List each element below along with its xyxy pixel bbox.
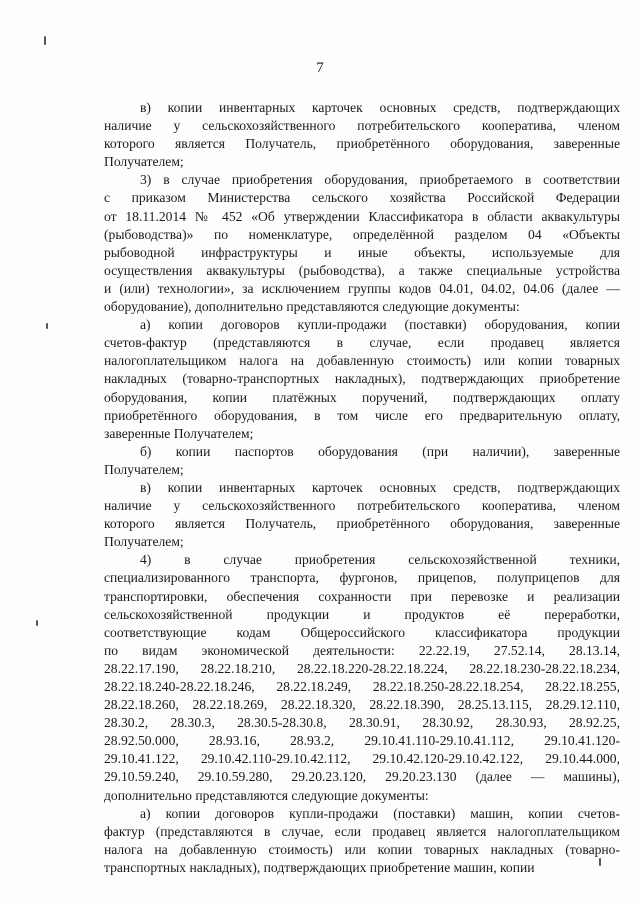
- text-line: (рыбоводства)» по номенклатуре, определённой разделом 04 «Объекты: [104, 226, 620, 242]
- scan-mark: [46, 323, 48, 329]
- text-line: наличие у сельскохозяйственного потребительского кооператива, членом: [104, 118, 620, 134]
- paragraph: [104, 805, 620, 877]
- text-line: приобретённого оборудования, в том числе его предварительную оплату,: [104, 407, 620, 423]
- scan-mark: [36, 620, 38, 626]
- text-line: по видам экономической деятельности: 22.22.19, 27.52.14, 28.13.14,: [104, 642, 620, 658]
- text-line: б) копии паспортов оборудования (при наличии), заверенные: [140, 443, 620, 459]
- text-line: Получателем;: [104, 534, 184, 550]
- text-line: Получателем;: [104, 154, 184, 170]
- text-line: которого является Получатель, приобретённого оборудования, заверенные: [104, 516, 620, 532]
- text-line: 28.22.17.190, 28.22.18.210, 28.22.18.220-28.22.18.224, 28.22.18.230-28.22.18.234,: [104, 660, 620, 676]
- text-line: 29.10.41.122, 29.10.42.110-29.10.42.112, 29.10.42.120-29.10.42.122, 29.10.44.000,: [104, 751, 620, 767]
- text-line: 29.10.59.240, 29.10.59.280, 29.20.23.120, 29.20.23.130 (далее — машины),: [104, 769, 620, 785]
- text-line: 28.92.50.000, 28.93.16, 28.93.2, 29.10.41.110-29.10.41.112, 29.10.41.120-: [104, 733, 620, 749]
- page-number: 7: [316, 60, 324, 76]
- text-line: в) копии инвентарных карточек основных средств, подтверждающих: [140, 479, 620, 495]
- paragraph: [104, 551, 620, 804]
- text-line: транспортировки, обеспечения сохранности при перевозке и реализации: [104, 588, 620, 604]
- paragraph: [104, 443, 620, 479]
- text-line: заверенные Получателем;: [104, 425, 254, 441]
- paragraph: [104, 99, 620, 171]
- text-line: которого является Получатель, приобретённого оборудования, заверенные: [104, 136, 620, 152]
- text-line: от 18.11.2014 № 452 «Об утверждении Классификатора в области аквакультуры: [104, 208, 620, 224]
- text-line: налогоплательщиком налога на добавленную стоимость) или копии товарных: [104, 353, 620, 369]
- text-line: с приказом Министерства сельского хозяйства Российской Федерации: [104, 190, 620, 206]
- text-line: в) копии инвентарных карточек основных средств, подтверждающих: [140, 100, 620, 115]
- text-line: осуществления аквакультуры (рыбоводства), а также специальные устройства: [104, 262, 620, 278]
- scan-mark: [44, 36, 46, 45]
- text-line: 28.22.18.240-28.22.18.246, 28.22.18.249, 28.22.18.250-28.22.18.254, 28.22.18.255,: [104, 679, 620, 694]
- text-line: 28.22.18.260, 28.22.18.269, 28.22.18.320, 28.22.18.390, 28.25.13.115, 28.29.12.110,: [104, 697, 620, 713]
- text-line: счетов-фактур (представляются в случае, если продавец является: [104, 335, 620, 351]
- text-line: оборудование), дополнительно представляются следующие документы:: [104, 299, 520, 315]
- paragraph: [104, 316, 620, 443]
- text-line: 4) в случае приобретения сельскохозяйственной техники,: [140, 552, 620, 568]
- text-line: а) копии договоров купли-продажи (поставки) машин, копии счетов-: [140, 805, 620, 821]
- text-line: специализированного транспорта, фургонов, прицепов, полуприцепов для: [104, 570, 620, 586]
- text-line: рыбоводной инфраструктуры и иные объекты, используемые для: [104, 244, 620, 260]
- text-line: оборудования, копии платёжных поручений, подтверждающих оплату: [104, 389, 620, 405]
- text-line: 3) в случае приобретения оборудования, приобретаемого в соответствии: [140, 172, 620, 188]
- text-line: и (или) технологии», за исключением группы кодов 04.01, 04.02, 04.06 (далее —: [104, 280, 620, 296]
- document-body: [104, 99, 620, 877]
- text-line: налога на добавленную стоимость) или копии товарных накладных (товарно-: [104, 841, 620, 857]
- text-line: 28.30.2, 28.30.3, 28.30.5-28.30.8, 28.30.91, 28.30.92, 28.30.93, 28.92.25,: [104, 715, 620, 731]
- text-line: фактур (представляются в случае, если продавец является налогоплательщиком: [104, 823, 620, 839]
- text-line: наличие у сельскохозяйственного потребительского кооператива, членом: [104, 498, 620, 514]
- text-line: транспортных накладных), подтверждающих приобретение машин, копии: [104, 859, 535, 875]
- text-line: сельскохозяйственной продукции и продуктов её переработки,: [104, 606, 620, 622]
- text-line: дополнительно представляются следующие документы:: [104, 787, 429, 803]
- text-line: соответствующие кодам Общероссийского классификатора продукции: [104, 624, 620, 640]
- paragraph: [104, 479, 620, 551]
- text-line: а) копии договоров купли-продажи (поставки) оборудования, копии: [140, 317, 620, 333]
- text-line: накладных (товарно-транспортных накладных), подтверждающих приобретение: [104, 371, 620, 387]
- text-line: Получателем;: [104, 461, 184, 477]
- paragraph: [104, 171, 620, 316]
